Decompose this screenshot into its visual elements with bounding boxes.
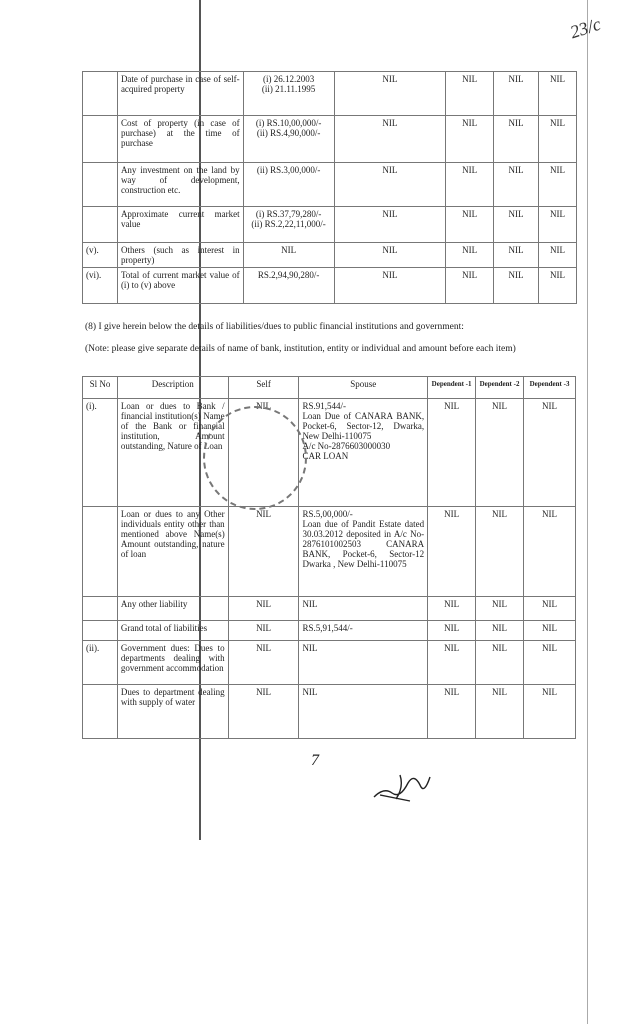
cell-spouse-value: NIL bbox=[334, 268, 446, 304]
cell-sl-no: (vi). bbox=[83, 268, 118, 304]
cell-spouse-value: RS.5,91,544/- bbox=[299, 621, 428, 641]
cell-description: Government dues: Dues to departments dealing with government accommodation bbox=[117, 641, 228, 685]
header-description: Description bbox=[117, 377, 228, 399]
cell-dependent-2-value: NIL bbox=[476, 641, 524, 685]
cell-description: Any investment on the land by way of development, construction etc. bbox=[117, 163, 243, 207]
cell-sl-no: (i). bbox=[83, 399, 118, 507]
cell-dependent-3-value: NIL bbox=[539, 207, 577, 243]
cell-dependent-3-value: NIL bbox=[539, 116, 577, 163]
cell-dependent-1-value: NIL bbox=[446, 268, 494, 304]
cell-spouse-value: NIL bbox=[334, 116, 446, 163]
cell-dependent-2-value: NIL bbox=[494, 163, 539, 207]
liabilities-table bbox=[82, 376, 576, 739]
asset-row bbox=[83, 243, 577, 268]
cell-spouse-value: RS.91,544/- Loan Due of CANARA BANK, Pocket-6, Sector-12, Dwarka, New Delhi-110075 A/c No-2876603000030 CAR LOAN bbox=[299, 399, 428, 507]
cell-self-value: (i) 26.12.2003 (ii) 21.11.1995 bbox=[243, 72, 334, 116]
header-dependent-1: Dependent -1 bbox=[428, 377, 476, 399]
cell-self-value: NIL bbox=[228, 641, 299, 685]
cell-description: Loan or dues to Bank / financial institution(s) Name of the Bank or financial institution, Amount outstanding, Nature of Loan bbox=[117, 399, 228, 507]
cell-spouse-value: NIL bbox=[334, 163, 446, 207]
cell-dependent-2-value: NIL bbox=[476, 597, 524, 621]
cell-dependent-1-value: NIL bbox=[428, 507, 476, 597]
cell-sl-no bbox=[83, 207, 118, 243]
cell-sl-no bbox=[83, 116, 118, 163]
cell-description: Dues to department dealing with supply of water bbox=[117, 685, 228, 739]
header-self: Self bbox=[228, 377, 299, 399]
cell-description: Loan or dues to any Other individuals entity other than mentioned above Name(s) Amount outstanding, nature of loan bbox=[117, 507, 228, 597]
cell-self-value: NIL bbox=[228, 597, 299, 621]
page-number: 7 bbox=[311, 752, 319, 769]
cell-spouse-value: NIL bbox=[299, 641, 428, 685]
cell-dependent-2-value: NIL bbox=[494, 243, 539, 268]
cell-self-value: NIL bbox=[243, 243, 334, 268]
cell-dependent-3-value: NIL bbox=[524, 399, 576, 507]
cell-dependent-3-value: NIL bbox=[524, 685, 576, 739]
cell-dependent-2-value: NIL bbox=[494, 207, 539, 243]
cell-sl-no bbox=[83, 163, 118, 207]
cell-sl-no: (ii). bbox=[83, 641, 118, 685]
liability-row bbox=[83, 685, 576, 739]
cell-description: Cost of property (in case of purchase) at the time of purchase bbox=[117, 116, 243, 163]
liabilities-intro: (8) I give herein below the details of liabilities/dues to public financial institutions and government: bbox=[85, 322, 464, 332]
cell-spouse-value: NIL bbox=[299, 685, 428, 739]
asset-row bbox=[83, 116, 577, 163]
cell-spouse-value: NIL bbox=[334, 72, 446, 116]
header-spouse: Spouse bbox=[299, 377, 428, 399]
cell-dependent-1-value: NIL bbox=[428, 641, 476, 685]
cell-dependent-3-value: NIL bbox=[524, 597, 576, 621]
liability-row bbox=[83, 507, 576, 597]
cell-description: Grand total of liabilities bbox=[117, 621, 228, 641]
official-stamp-seal bbox=[203, 406, 307, 510]
cell-description: Others (such as interest in property) bbox=[117, 243, 243, 268]
cell-spouse-value: NIL bbox=[334, 243, 446, 268]
cell-self-value: RS.2,94,90,280/- bbox=[243, 268, 334, 304]
cell-dependent-1-value: NIL bbox=[446, 243, 494, 268]
cell-dependent-2-value: NIL bbox=[494, 268, 539, 304]
cell-self-value: NIL bbox=[228, 507, 299, 597]
cell-dependent-1-value: NIL bbox=[446, 72, 494, 116]
cell-dependent-3-value: NIL bbox=[539, 268, 577, 304]
cell-description: Approximate current market value bbox=[117, 207, 243, 243]
cell-spouse-value: RS.5,00,000/- Loan due of Pandit Estate dated 30.03.2012 deposited in A/c No- 2876101002503 CANARA BANK, Pocket-6, Sector-12 Dwarka , New Delhi-110075 bbox=[299, 507, 428, 597]
liability-row bbox=[83, 641, 576, 685]
cell-dependent-2-value: NIL bbox=[494, 116, 539, 163]
cell-sl-no bbox=[83, 685, 118, 739]
handwritten-signature bbox=[370, 765, 440, 805]
cell-dependent-2-value: NIL bbox=[476, 507, 524, 597]
cell-dependent-1-value: NIL bbox=[428, 621, 476, 641]
cell-dependent-1-value: NIL bbox=[446, 116, 494, 163]
cell-dependent-3-value: NIL bbox=[524, 641, 576, 685]
cell-sl-no bbox=[83, 507, 118, 597]
cell-spouse-value: NIL bbox=[334, 207, 446, 243]
cell-sl-no: (v). bbox=[83, 243, 118, 268]
corner-note: 23/c bbox=[567, 13, 604, 43]
cell-sl-no bbox=[83, 72, 118, 116]
assets-table bbox=[82, 71, 577, 304]
cell-dependent-3-value: NIL bbox=[539, 243, 577, 268]
header-sl-no: Sl No bbox=[83, 377, 118, 399]
cell-dependent-3-value: NIL bbox=[539, 163, 577, 207]
cell-description: Total of current market value of (i) to (v) above bbox=[117, 268, 243, 304]
cell-self-value: (i) RS.37,79,280/- (ii) RS.2,22,11,000/- bbox=[243, 207, 334, 243]
cell-sl-no bbox=[83, 621, 118, 641]
cell-dependent-3-value: NIL bbox=[524, 621, 576, 641]
cell-self-value: NIL bbox=[228, 621, 299, 641]
header-dependent-3: Dependent -3 bbox=[524, 377, 576, 399]
cell-dependent-2-value: NIL bbox=[494, 72, 539, 116]
liability-row bbox=[83, 621, 576, 641]
cell-dependent-2-value: NIL bbox=[476, 399, 524, 507]
cell-self-value: (i) RS.10,00,000/- (ii) RS.4,90,000/- bbox=[243, 116, 334, 163]
cell-description: Any other liability bbox=[117, 597, 228, 621]
liability-row bbox=[83, 399, 576, 507]
asset-row bbox=[83, 163, 577, 207]
liability-row bbox=[83, 597, 576, 621]
cell-dependent-3-value: NIL bbox=[524, 507, 576, 597]
cell-self-value: (ii) RS.3,00,000/- bbox=[243, 163, 334, 207]
header-dependent-2: Dependent -2 bbox=[476, 377, 524, 399]
asset-row bbox=[83, 268, 577, 304]
cell-sl-no bbox=[83, 597, 118, 621]
cell-dependent-1-value: NIL bbox=[446, 207, 494, 243]
cell-dependent-1-value: NIL bbox=[446, 163, 494, 207]
cell-spouse-value: NIL bbox=[299, 597, 428, 621]
cell-dependent-1-value: NIL bbox=[428, 685, 476, 739]
cell-self-value: NIL bbox=[228, 399, 299, 507]
scan-edge-line bbox=[587, 0, 588, 1024]
cell-dependent-2-value: NIL bbox=[476, 685, 524, 739]
cell-description: Date of purchase in case of self- acquired property bbox=[117, 72, 243, 116]
asset-row bbox=[83, 72, 577, 116]
cell-dependent-1-value: NIL bbox=[428, 399, 476, 507]
liabilities-note: (Note: please give separate details of name of bank, institution, entity or individual and amount before each item) bbox=[85, 344, 516, 354]
cell-dependent-3-value: NIL bbox=[539, 72, 577, 116]
cell-dependent-1-value: NIL bbox=[428, 597, 476, 621]
asset-row bbox=[83, 207, 577, 243]
cell-dependent-2-value: NIL bbox=[476, 621, 524, 641]
cell-self-value: NIL bbox=[228, 685, 299, 739]
